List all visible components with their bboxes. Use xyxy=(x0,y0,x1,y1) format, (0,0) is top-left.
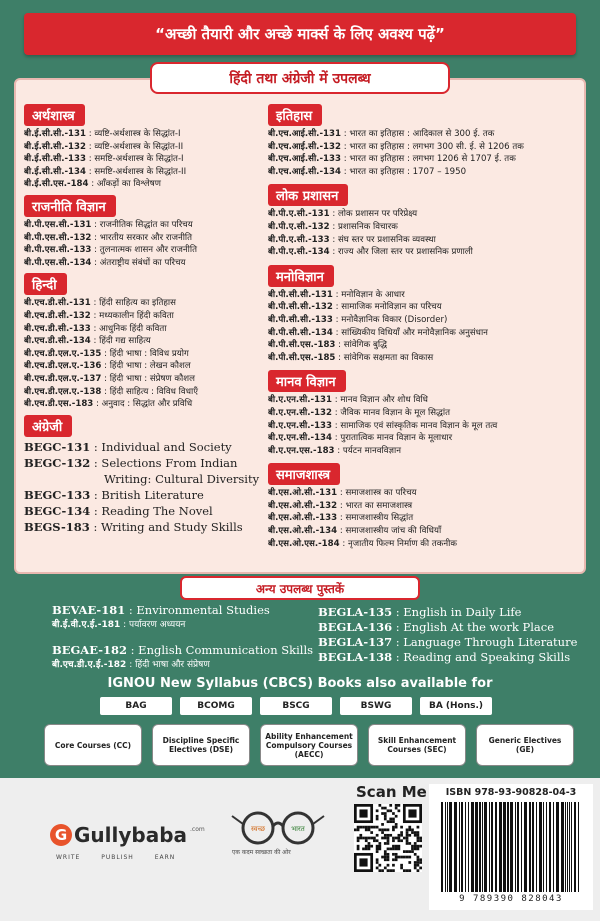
course-item xyxy=(268,500,586,513)
course-item xyxy=(268,141,586,154)
course-item xyxy=(268,246,586,259)
programme-list xyxy=(100,697,500,715)
course-code: बी.पी.एस.सी.-132 xyxy=(24,232,92,243)
course-name: : आँकड़ों का विश्लेषण xyxy=(91,179,161,190)
course-name: : समष्टि-अर्थशास्त्र के सिद्धांत-II xyxy=(88,166,187,177)
course-name: : भारत का समाजशास्त्र xyxy=(339,500,413,511)
course-name: : तुलनात्मक शासन और राजनीति xyxy=(94,245,198,256)
course-code: बी.ए.एन.सी.-131 xyxy=(268,395,333,406)
course-code: BEGS-183 xyxy=(24,519,90,534)
isbn-box xyxy=(429,784,593,910)
course-item xyxy=(318,635,588,650)
course-code: बी.एच.आई.सी.-131 xyxy=(268,129,341,139)
course-code: बी.एच.डी.एस.-183 xyxy=(24,399,94,410)
course-name: : व्यष्टि-अर्थशास्त्र के सिद्धांत-I xyxy=(88,129,181,139)
course-code: बी.एच.डी.सी.-132 xyxy=(24,310,91,321)
course-item xyxy=(268,339,586,352)
course-code: BEGLA-136 xyxy=(318,620,393,634)
course-item xyxy=(24,297,264,310)
available-label: हिंदी तथा अंग्रेजी में उपलब्ध xyxy=(229,70,371,87)
course-item xyxy=(268,301,586,314)
course-item xyxy=(24,398,264,411)
course-item xyxy=(24,503,264,519)
course-section xyxy=(268,265,586,365)
course-name: : Writing and Study Skills xyxy=(93,519,243,534)
course-code: बी.पी.सी.एस.-183 xyxy=(268,340,336,351)
course-section xyxy=(24,104,264,191)
course-name: : भारत का इतिहास : 1707 – 1950 xyxy=(343,166,467,177)
course-name: : पुरातात्विक मानव विज्ञान के मूलाधार xyxy=(334,433,453,444)
course-item xyxy=(268,221,586,234)
banner-text: “अच्छी तैयारी और अच्छे मार्क्स के लिए अवश्य पढ़ें” xyxy=(155,25,445,43)
course-name: : समाजशास्त्रीय सिद्धांत xyxy=(339,513,414,524)
course-item xyxy=(268,234,586,247)
course-name: : मनोविज्ञान के आधार xyxy=(335,289,405,300)
section-title: इतिहास xyxy=(268,104,322,126)
course-section xyxy=(24,195,264,269)
programme-badge: BSWG xyxy=(340,697,412,715)
course-name: : सांवेगिक बुद्धि xyxy=(338,340,387,351)
section-title: अर्थशास्त्र xyxy=(24,104,85,126)
course-code: बी.पी.सी.सी.-134 xyxy=(268,327,333,338)
course-item xyxy=(24,128,264,141)
course-code: बी.पी.सी.एस.-185 xyxy=(268,352,336,363)
course-code: बी.एच.डी.सी.-133 xyxy=(24,323,91,334)
course-code: BEGC-132 xyxy=(24,455,91,470)
course-code: BEVAE-181 xyxy=(52,603,126,617)
course-item xyxy=(268,420,586,433)
right-column xyxy=(268,104,586,556)
scan-me-label: Scan Me xyxy=(356,783,427,801)
course-item xyxy=(52,643,314,658)
glasses-icon xyxy=(228,800,328,846)
swachh-left-text: स्वच्छ xyxy=(250,825,266,833)
course-name: : Reading and Speaking Skills xyxy=(395,650,571,664)
course-code: बी.पी.ए.सी.-134 xyxy=(268,247,330,258)
programme-badge: BSCG xyxy=(260,697,332,715)
course-item xyxy=(24,455,264,471)
course-name: : प्रशासनिक विचारक xyxy=(332,221,398,232)
course-item xyxy=(24,166,264,179)
logo-suffix: .com xyxy=(190,826,205,833)
course-code: बी.एस.ओ.सी.-133 xyxy=(268,513,338,524)
barcode-number: 9 789390 828043 xyxy=(459,894,563,904)
section-title: मनोविज्ञान xyxy=(268,265,334,287)
course-category-box: Discipline Specific Electives (DSE) xyxy=(152,724,250,766)
course-name: : हिंदी साहित्य का इतिहास xyxy=(93,298,176,309)
course-item xyxy=(52,618,302,633)
course-category-box: Generic Electives (GE) xyxy=(476,724,574,766)
course-item xyxy=(268,407,586,420)
course-item xyxy=(24,153,264,166)
course-code: बी.ई.वी.ए.ई.-181 xyxy=(52,620,121,630)
isbn-text: ISBN 978-93-90828-04-3 xyxy=(445,787,577,798)
course-item xyxy=(24,310,264,323)
course-item xyxy=(268,327,586,340)
course-item xyxy=(268,153,586,166)
other-books-right xyxy=(318,605,588,665)
course-item xyxy=(24,519,264,535)
category-list xyxy=(44,724,574,766)
qr-code[interactable] xyxy=(354,804,422,872)
section-title: मानव विज्ञान xyxy=(268,370,346,392)
course-name: : राजनीतिक सिद्धांत का परिचय xyxy=(94,219,193,230)
course-item xyxy=(24,360,264,373)
course-code: बी.पी.ए.सी.-133 xyxy=(268,234,330,245)
course-item xyxy=(24,244,264,257)
course-code: BEGAE-182 xyxy=(52,643,127,657)
available-languages-tab xyxy=(150,62,450,94)
course-item xyxy=(24,232,264,245)
course-name: : समाजशास्त्र का परिचय xyxy=(339,488,417,499)
course-item xyxy=(268,352,586,365)
course-item xyxy=(268,289,586,302)
course-item xyxy=(24,373,264,386)
course-code: बी.पी.सी.सी.-131 xyxy=(268,289,333,300)
course-code: बी.एच.डी.सी.-134 xyxy=(24,336,91,347)
course-item xyxy=(24,257,264,270)
course-name: : English At the work Place xyxy=(395,620,555,634)
course-item xyxy=(268,128,586,141)
course-item xyxy=(24,323,264,336)
course-name: : भारतीय सरकार और राजनीति xyxy=(94,232,193,243)
left-column xyxy=(24,104,264,539)
course-name: : भारत का इतिहास : आदिकाल से 300 ई. तक xyxy=(343,129,495,139)
course-section xyxy=(268,463,586,550)
course-section xyxy=(24,273,264,410)
logo-name: Gullybaba xyxy=(74,823,188,847)
course-code: बी.पी.ए.सी.-131 xyxy=(268,209,330,220)
course-name: : सांवेगिक सक्षमता का विकास xyxy=(338,352,434,363)
course-name: : अंतराष्ट्रीय संबंधों का परिचय xyxy=(94,257,186,268)
course-code: BEGLA-137 xyxy=(318,635,393,649)
course-item xyxy=(268,208,586,221)
course-name: : Language Through Literature xyxy=(395,635,578,649)
course-code: बी.ई.सी.सी.-131 xyxy=(24,129,86,139)
course-item xyxy=(268,445,586,458)
course-code: बी.एच.डी.एल.ए.-137 xyxy=(24,373,102,384)
course-name: : English in Daily Life xyxy=(395,605,522,619)
course-name: : समाजशास्त्रीय जांच की विधियाँ xyxy=(339,526,442,537)
course-name: : सामाजिक एवं सांस्कृतिक मानव विज्ञान के मूल तत्व xyxy=(334,420,498,431)
course-name: : लोक प्रशासन पर परिप्रेक्ष्य xyxy=(332,209,418,220)
course-name: : Individual and Society xyxy=(93,439,232,454)
course-item xyxy=(268,432,586,445)
logo-tags xyxy=(56,854,193,861)
course-item xyxy=(24,178,264,191)
course-section xyxy=(268,370,586,457)
course-name: : हिंदी गद्य साहित्य xyxy=(93,336,151,347)
course-name: : राज्य और जिला स्तर पर प्रशासनिक प्रणाली xyxy=(332,247,473,258)
course-item xyxy=(268,394,586,407)
course-item xyxy=(24,386,264,399)
course-item xyxy=(52,658,302,673)
course-name: : अनुवाद : सिद्धांत और प्रविधि xyxy=(96,399,193,410)
swachh-tagline: एक कदम स्वच्छता की ओर xyxy=(232,849,291,856)
course-item xyxy=(318,605,588,620)
course-category-box: Ability Enhancement Compulsory Courses (AECC) xyxy=(260,724,358,766)
course-name: : भारत का इतिहास : लगभग 300 सी. ई. से 1206 तक xyxy=(343,141,524,152)
course-item xyxy=(24,348,264,361)
course-name: : व्यष्टि-अर्थशास्त्र के सिद्धांत-II xyxy=(88,141,184,152)
course-item xyxy=(268,512,586,525)
logo-tag: EARN xyxy=(154,854,176,861)
gullybaba-logo xyxy=(50,822,210,872)
course-item xyxy=(268,525,586,538)
course-name: : English Communication Skills xyxy=(130,643,314,657)
course-code: बी.ई.सी.सी.-132 xyxy=(24,141,86,152)
course-code: बी.ई.सी.सी.-133 xyxy=(24,154,86,165)
section-english xyxy=(24,415,264,535)
course-code: बी.पी.एस.सी.-134 xyxy=(24,257,92,268)
other-books-label: अन्य उपलब्ध पुस्तकें xyxy=(255,581,345,596)
logo-tag: PUBLISH xyxy=(101,854,134,861)
course-section xyxy=(268,184,586,258)
course-item xyxy=(52,603,302,618)
course-name: : मध्यकालीन हिंदी कविता xyxy=(93,310,174,321)
course-code: बी.पी.एस.सी.-133 xyxy=(24,245,92,256)
course-code: बी.ए.एन.सी.-133 xyxy=(268,420,333,431)
course-code: बी.पी.एस.सी.-131 xyxy=(24,219,92,230)
g-logo-icon: G xyxy=(50,824,72,846)
course-code: बी.एच.डी.ए.ई.-182 xyxy=(52,660,127,670)
course-section xyxy=(268,104,586,178)
section-title: राजनीति विज्ञान xyxy=(24,195,116,217)
section-title: लोक प्रशासन xyxy=(268,184,348,206)
course-code: बी.एच.डी.एल.ए.-135 xyxy=(24,348,102,359)
course-code: बी.ई.सी.एस.-184 xyxy=(24,179,89,190)
course-name: : Selections From Indian xyxy=(93,455,238,470)
ignou-line: IGNOU New Syllabus (CBCS) Books also available for xyxy=(107,676,493,691)
course-code: बी.पी.सी.सी.-133 xyxy=(268,314,333,325)
course-code: बी.पी.ए.सी.-132 xyxy=(268,221,330,232)
course-name: : Reading The Novel xyxy=(93,503,213,518)
course-name: : हिंदी साहित्य : विविध विधाएँ xyxy=(104,386,198,397)
course-name: : समष्टि-अर्थशास्त्र के सिद्धांत-I xyxy=(88,154,184,165)
course-code: बी.एच.आई.सी.-133 xyxy=(268,154,341,165)
course-name: : आधुनिक हिंदी कविता xyxy=(93,323,167,334)
course-item xyxy=(318,650,588,665)
course-code: BEGLA-138 xyxy=(318,650,393,664)
course-code: बी.ए.एन.एस.-183 xyxy=(268,445,335,456)
course-item xyxy=(24,439,264,455)
course-code: बी.एस.ओ.सी.-134 xyxy=(268,526,338,537)
course-item xyxy=(268,487,586,500)
course-item xyxy=(24,219,264,232)
course-name-continued: Writing: Cultural Diversity xyxy=(104,471,260,486)
course-item xyxy=(24,335,264,348)
swachh-right-text: भारत xyxy=(291,825,305,833)
course-item xyxy=(24,141,264,154)
course-name: : पर्यावरण अध्ययन xyxy=(123,620,186,630)
logo-tag: WRITE xyxy=(56,854,81,861)
course-category-box: Core Courses (CC) xyxy=(44,724,142,766)
course-name: : हिंदी भाषा : लेखन कौशल xyxy=(104,361,191,372)
swachh-bharat-logo xyxy=(228,800,328,860)
course-item xyxy=(268,314,586,327)
course-code: बी.एच.डी.एल.ए.-136 xyxy=(24,361,102,372)
course-code: बी.एस.ओ.एस.-184 xyxy=(268,538,340,549)
course-name: : सांख्यिकीय विधियाँ और मनोवैज्ञानिक अनुसंधान xyxy=(335,327,488,338)
course-name: : संघ स्तर पर प्रशासनिक व्यवस्था xyxy=(332,234,436,245)
course-name: : मानव विज्ञान और शोध विधि xyxy=(334,395,428,406)
course-code: बी.एच.आई.सी.-134 xyxy=(268,166,341,177)
programme-badge: BCOMG xyxy=(180,697,252,715)
other-books-left xyxy=(52,603,314,673)
section-title: समाजशास्त्र xyxy=(268,463,340,485)
course-category-box: Skill Enhancement Courses (SEC) xyxy=(368,724,466,766)
section-title: हिन्दी xyxy=(24,273,67,295)
section-title: अंग्रेजी xyxy=(24,415,72,437)
programme-badge: BAG xyxy=(100,697,172,715)
course-item xyxy=(318,620,588,635)
course-name: : हिंदी भाषा : संप्रेषण कौशल xyxy=(104,373,195,384)
barcode xyxy=(439,802,583,892)
course-code: बी.एच.डी.सी.-131 xyxy=(24,298,91,309)
course-code: बी.एस.ओ.सी.-132 xyxy=(268,500,338,511)
course-code: बी.ई.सी.सी.-134 xyxy=(24,166,86,177)
course-name: : Environmental Studies xyxy=(128,603,270,617)
course-name: : जैविक मानव विज्ञान के मूल सिद्धांत xyxy=(334,407,451,418)
course-name: : पर्यटन मानवविज्ञान xyxy=(337,445,402,456)
course-name: : नृजातीय फिल्म निर्माण की तकनीक xyxy=(342,538,457,549)
course-code: बी.ए.एन.सी.-134 xyxy=(268,433,333,444)
course-code: BEGC-134 xyxy=(24,503,91,518)
course-code: BEGLA-135 xyxy=(318,605,393,619)
course-code: बी.एच.डी.एल.ए.-138 xyxy=(24,386,102,397)
course-code: बी.एच.आई.सी.-132 xyxy=(268,141,341,152)
course-code: BEGC-131 xyxy=(24,439,91,454)
course-code: BEGC-133 xyxy=(24,487,91,502)
other-books-tab xyxy=(180,576,420,600)
course-name: : सामाजिक मनोविज्ञान का परिचय xyxy=(335,302,442,313)
course-name: : भारत का इतिहास : लगभग 1206 से 1707 ई. तक xyxy=(343,154,516,165)
course-name: : मनोवैज्ञानिक विकार (Disorder) xyxy=(335,314,448,325)
course-name: : हिंदी भाषा और संप्रेषण xyxy=(129,660,210,670)
course-item xyxy=(24,487,264,503)
course-item xyxy=(268,166,586,179)
top-banner xyxy=(24,13,576,55)
course-name: : हिंदी भाषा : विविध प्रयोग xyxy=(104,348,189,359)
course-name: : British Literature xyxy=(93,487,204,502)
course-item xyxy=(268,538,586,551)
course-code: बी.ए.एन.सी.-132 xyxy=(268,407,333,418)
course-code: बी.एस.ओ.सी.-131 xyxy=(268,488,338,499)
programme-badge: BA (Hons.) xyxy=(420,697,492,715)
course-code: बी.पी.सी.सी.-132 xyxy=(268,302,333,313)
